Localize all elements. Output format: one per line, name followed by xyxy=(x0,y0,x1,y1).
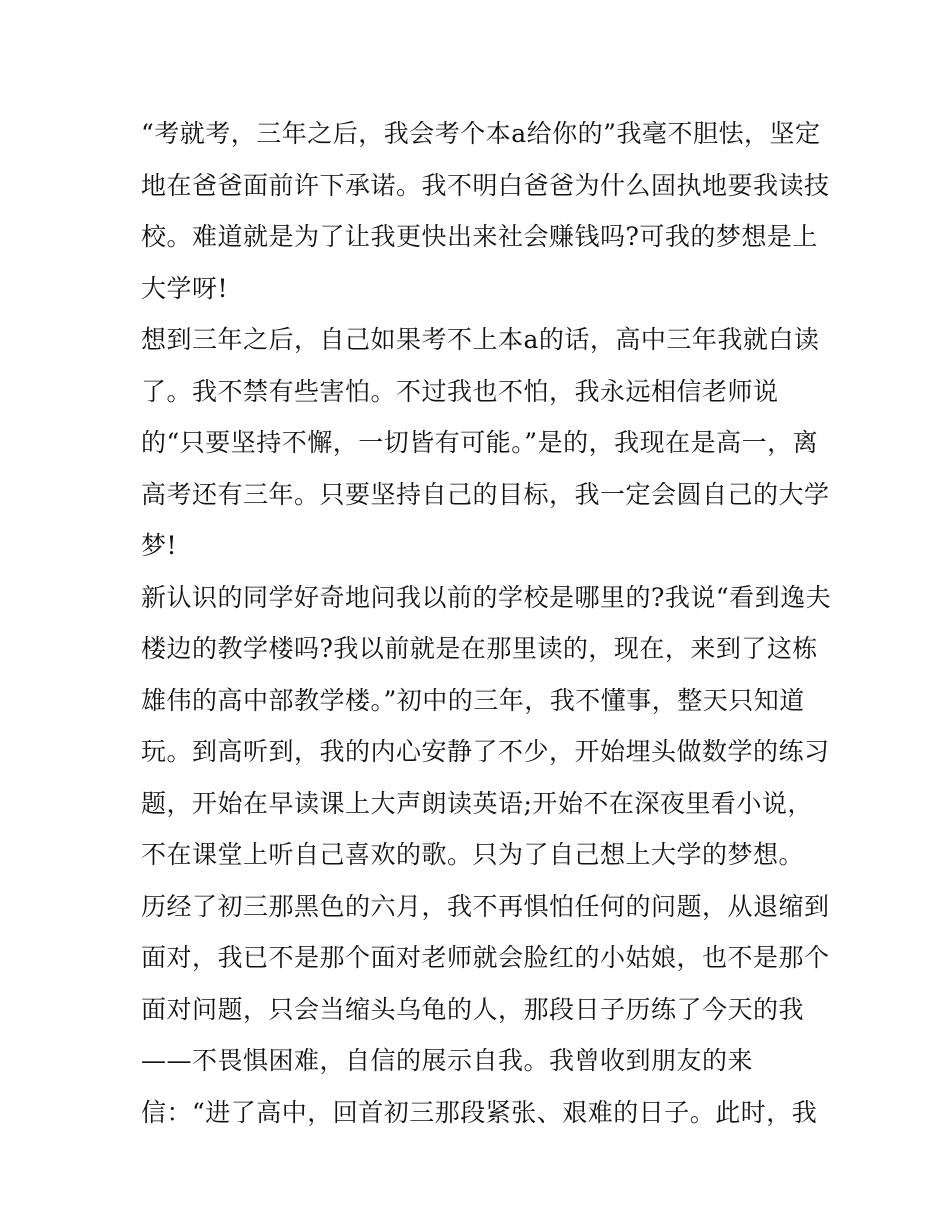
body-text xyxy=(141,108,832,1138)
text-line: 面对问题，只会当缩头乌龟的人，那段日子历练了今天的我 xyxy=(141,994,805,1024)
text-line: 想到三年之后，自己如果考不上本a的话，高中三年我就白读 xyxy=(141,325,820,354)
text-line: 地在爸爸面前许下承诺。我不明白爸爸为什么固执地要我读技 xyxy=(141,170,830,200)
text-line: 了。我不禁有些害怕。不过我也不怕，我永远相信老师说 xyxy=(141,376,779,406)
text-line: 新认识的同学好奇地问我以前的学校是哪里的?我说“看到逸夫 xyxy=(141,582,832,612)
text-line: 雄伟的高中部教学楼。”初中的三年，我不懂事，整天只知道 xyxy=(141,685,805,715)
text-line: 梦! xyxy=(141,531,178,560)
text-line: “考就考，三年之后，我会考个本a给你的”我毫不胆怯，坚定 xyxy=(141,119,821,148)
text-line: 楼边的教学楼吗?我以前就是在那里读的，现在，来到了这栋 xyxy=(141,634,818,663)
text-line: 不在课堂上听自己喜欢的歌。只为了自己想上大学的梦想。 xyxy=(141,840,805,869)
text-line: 大学呀! xyxy=(141,273,229,303)
text-line: 校。难道就是为了让我更快出来社会赚钱吗?可我的梦想是上 xyxy=(141,222,818,251)
text-line: 的“只要坚持不懈，一切皆有可能。”是的，我现在是高一，离 xyxy=(141,428,819,457)
text-line: 历经了初三那黑色的六月，我不再惧怕任何的问题，从退缩到 xyxy=(141,891,830,921)
text-line: 高考还有三年。只要坚持自己的目标，我一定会圆自己的大学 xyxy=(141,479,830,509)
text-line: 面对，我已不是那个面对老师就会脸红的小姑娘，也不是那个 xyxy=(141,943,830,972)
text-line: 信：“进了高中，回首初三那段紧张、艰难的日子。此时，我 xyxy=(141,1097,818,1127)
text-line: 题，开始在早读课上大声朗读英语;开始不在深夜里看小说， xyxy=(141,788,813,818)
text-line: ——不畏惧困难，自信的展示自我。我曾收到朋友的来 xyxy=(141,1046,754,1075)
text-line: 玩。到高听到，我的内心安静了不少，开始埋头做数学的练习 xyxy=(141,737,830,766)
